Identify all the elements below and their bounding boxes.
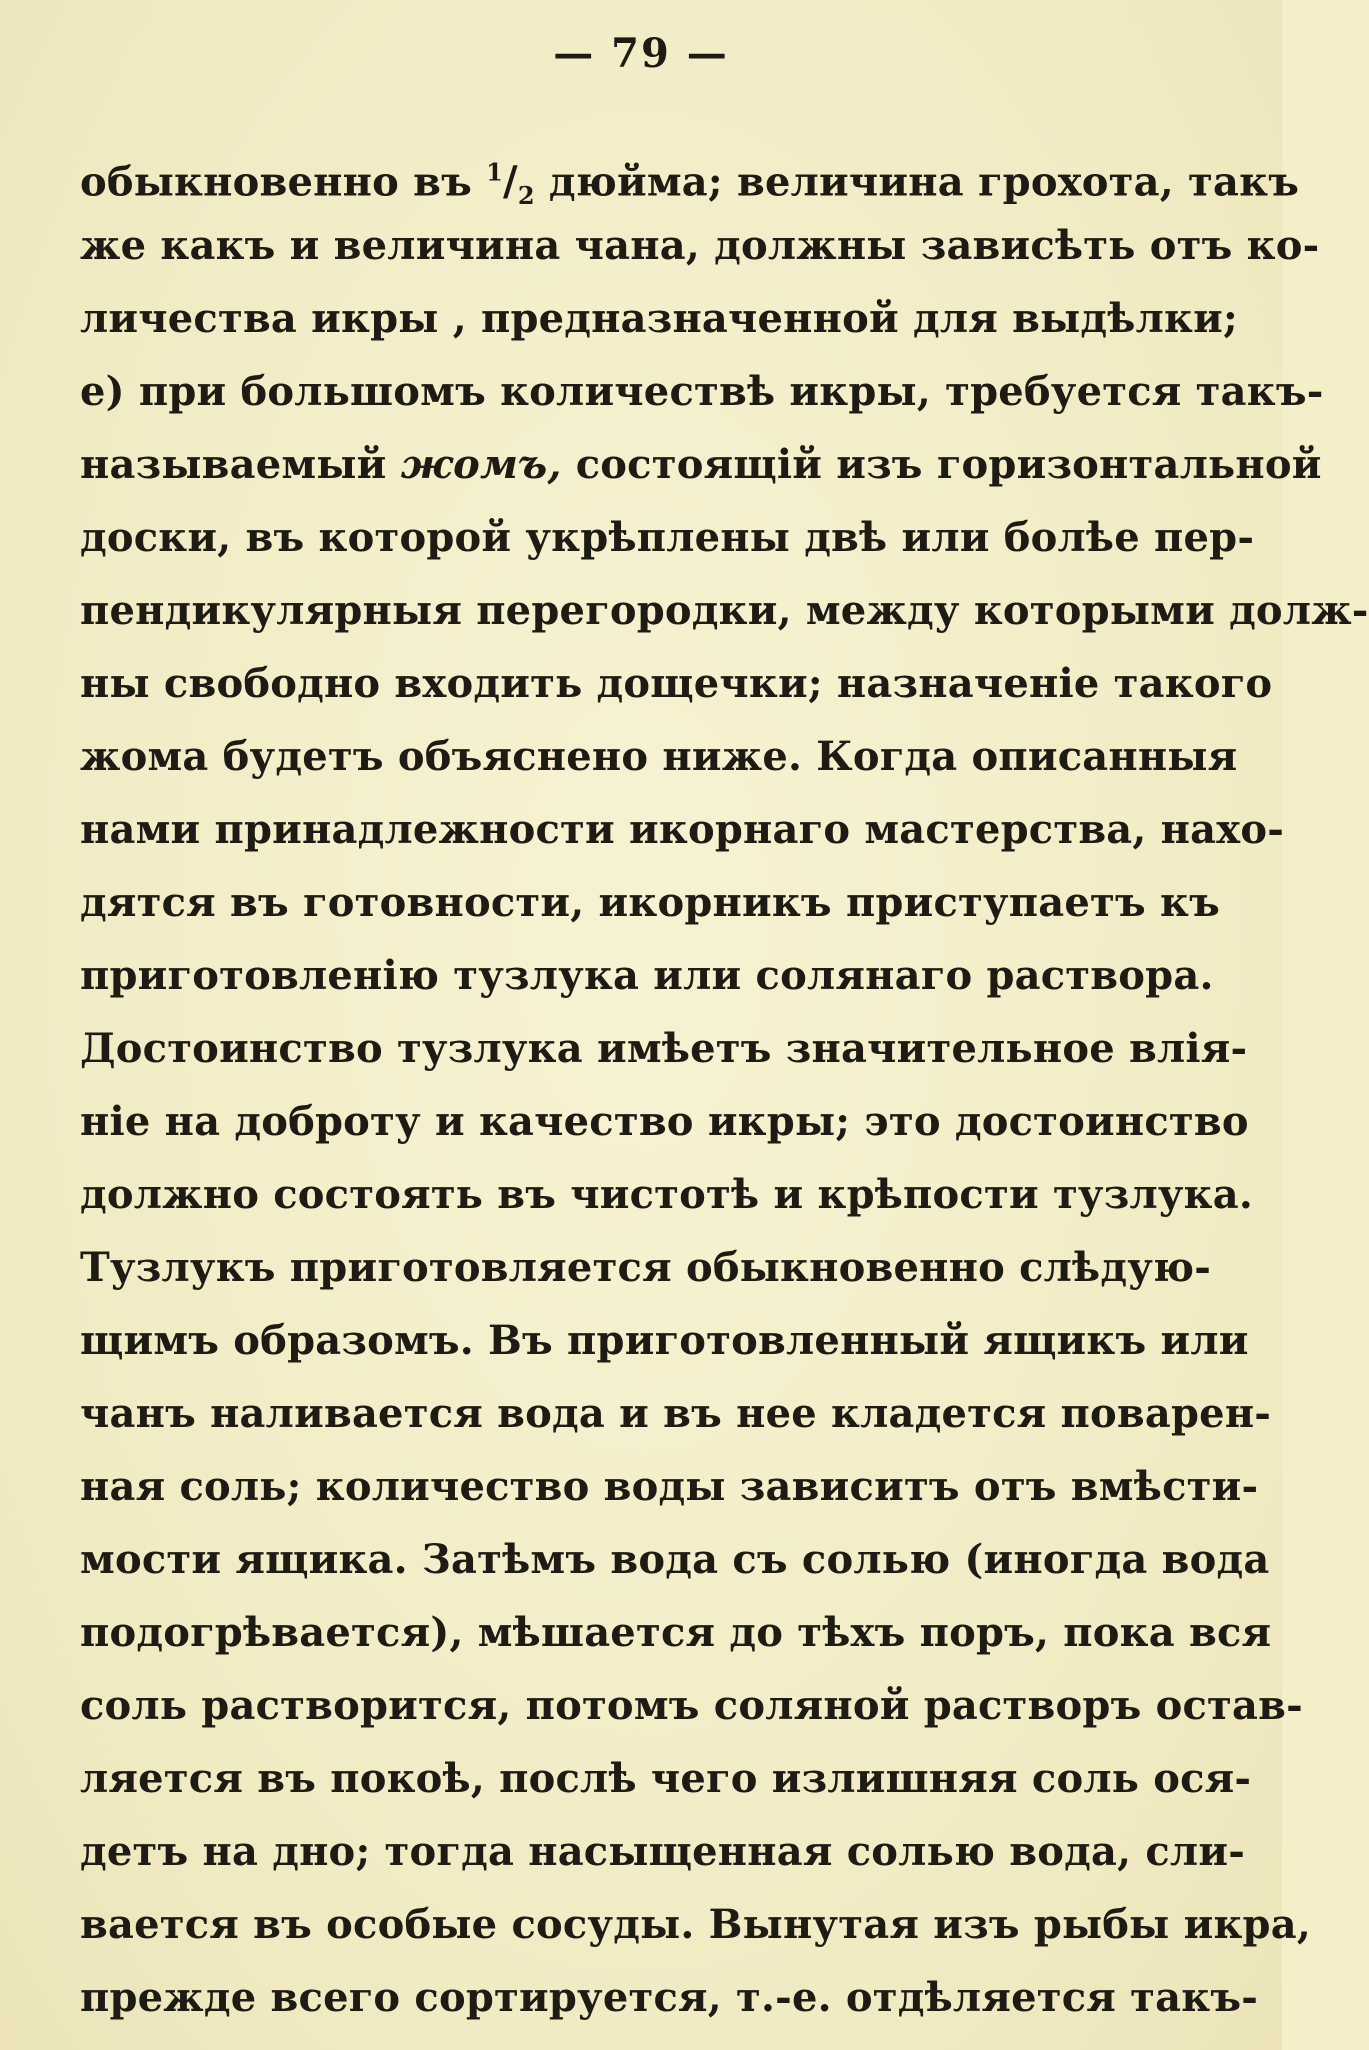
text-line: доски, въ которой укрѣплены двѣ или болѣе пер- — [80, 514, 1255, 561]
text-line: личества икры , предназначенной для выдѣлки; — [80, 295, 1238, 342]
text-line: ны свободно входить дощечки; назначеніе такого — [80, 660, 1273, 707]
text-line: е) при большомъ количествѣ икры, требуется такъ- — [80, 368, 1324, 415]
text-line: ная соль; количество воды зависитъ отъ вмѣсти- — [80, 1463, 1259, 1510]
text-line: Тузлукъ приготовляется обыкновенно слѣдую- — [80, 1244, 1212, 1291]
text-line — [80, 136, 1300, 211]
text-line: соль растворится, потомъ соляной растворъ остав- — [80, 1682, 1303, 1729]
page-number: — 79 — — [553, 30, 729, 77]
text-line — [80, 428, 1322, 501]
text-line: дятся въ готовности, икорникъ приступаетъ къ — [80, 879, 1221, 926]
text-segment: дюйма; величина грохота, такъ — [548, 158, 1300, 206]
text-line: мости ящика. Затѣмъ вода съ солью (иногда вода — [80, 1536, 1270, 1583]
text-line: приготовленію тузлука или солянаго раствора. — [80, 952, 1214, 999]
text-line: Достоинство тузлука имѣетъ значительное влія- — [80, 1025, 1248, 1072]
fraction-numerator: 1 — [486, 158, 504, 187]
text-line: должно состоять въ чистотѣ и крѣпости тузлука. — [80, 1171, 1254, 1218]
text-line: пендикулярныя перегородки, между которыми долж- — [80, 587, 1369, 634]
text-line: вается въ особые сосуды. Вынутая изъ рыбы икра, — [80, 1901, 1311, 1948]
text-line: ляется въ покоѣ, послѣ чего излишняя соль ося- — [80, 1755, 1252, 1802]
text-line: подогрѣвается), мѣшается до тѣхъ поръ, пока вся — [80, 1609, 1272, 1656]
text-line: чанъ наливается вода и въ нее кладется поварен- — [80, 1390, 1272, 1437]
fraction-denominator: 2 — [517, 181, 535, 211]
text-line: жома будетъ объяснено ниже. Когда описанныя — [80, 733, 1238, 780]
text-line: щимъ образомъ. Въ приготовленный ящикъ или — [80, 1317, 1249, 1364]
text-line: детъ на дно; тогда насыщенная солью вода, сли- — [80, 1828, 1246, 1875]
body-text — [80, 136, 1369, 2034]
italic-term: жомъ, — [400, 441, 562, 488]
text-segment: называемый — [80, 441, 387, 488]
text-line: нами принадлежности икорнаго мастерства, нахо- — [80, 806, 1285, 853]
text-line: же какъ и величина чана, должны зависѣть отъ ко- — [80, 222, 1320, 269]
text-segment: обыкновенно въ — [80, 158, 472, 206]
fraction: $^1/_2$ — [486, 158, 535, 211]
text-segment: состоящій изъ горизонтальной — [575, 441, 1322, 488]
text-line: прежде всего сортируется, т.-е. отдѣляется такъ- — [80, 1974, 1259, 2021]
text-line: ніе на доброту и качество икры; это достоинство — [80, 1098, 1249, 1145]
